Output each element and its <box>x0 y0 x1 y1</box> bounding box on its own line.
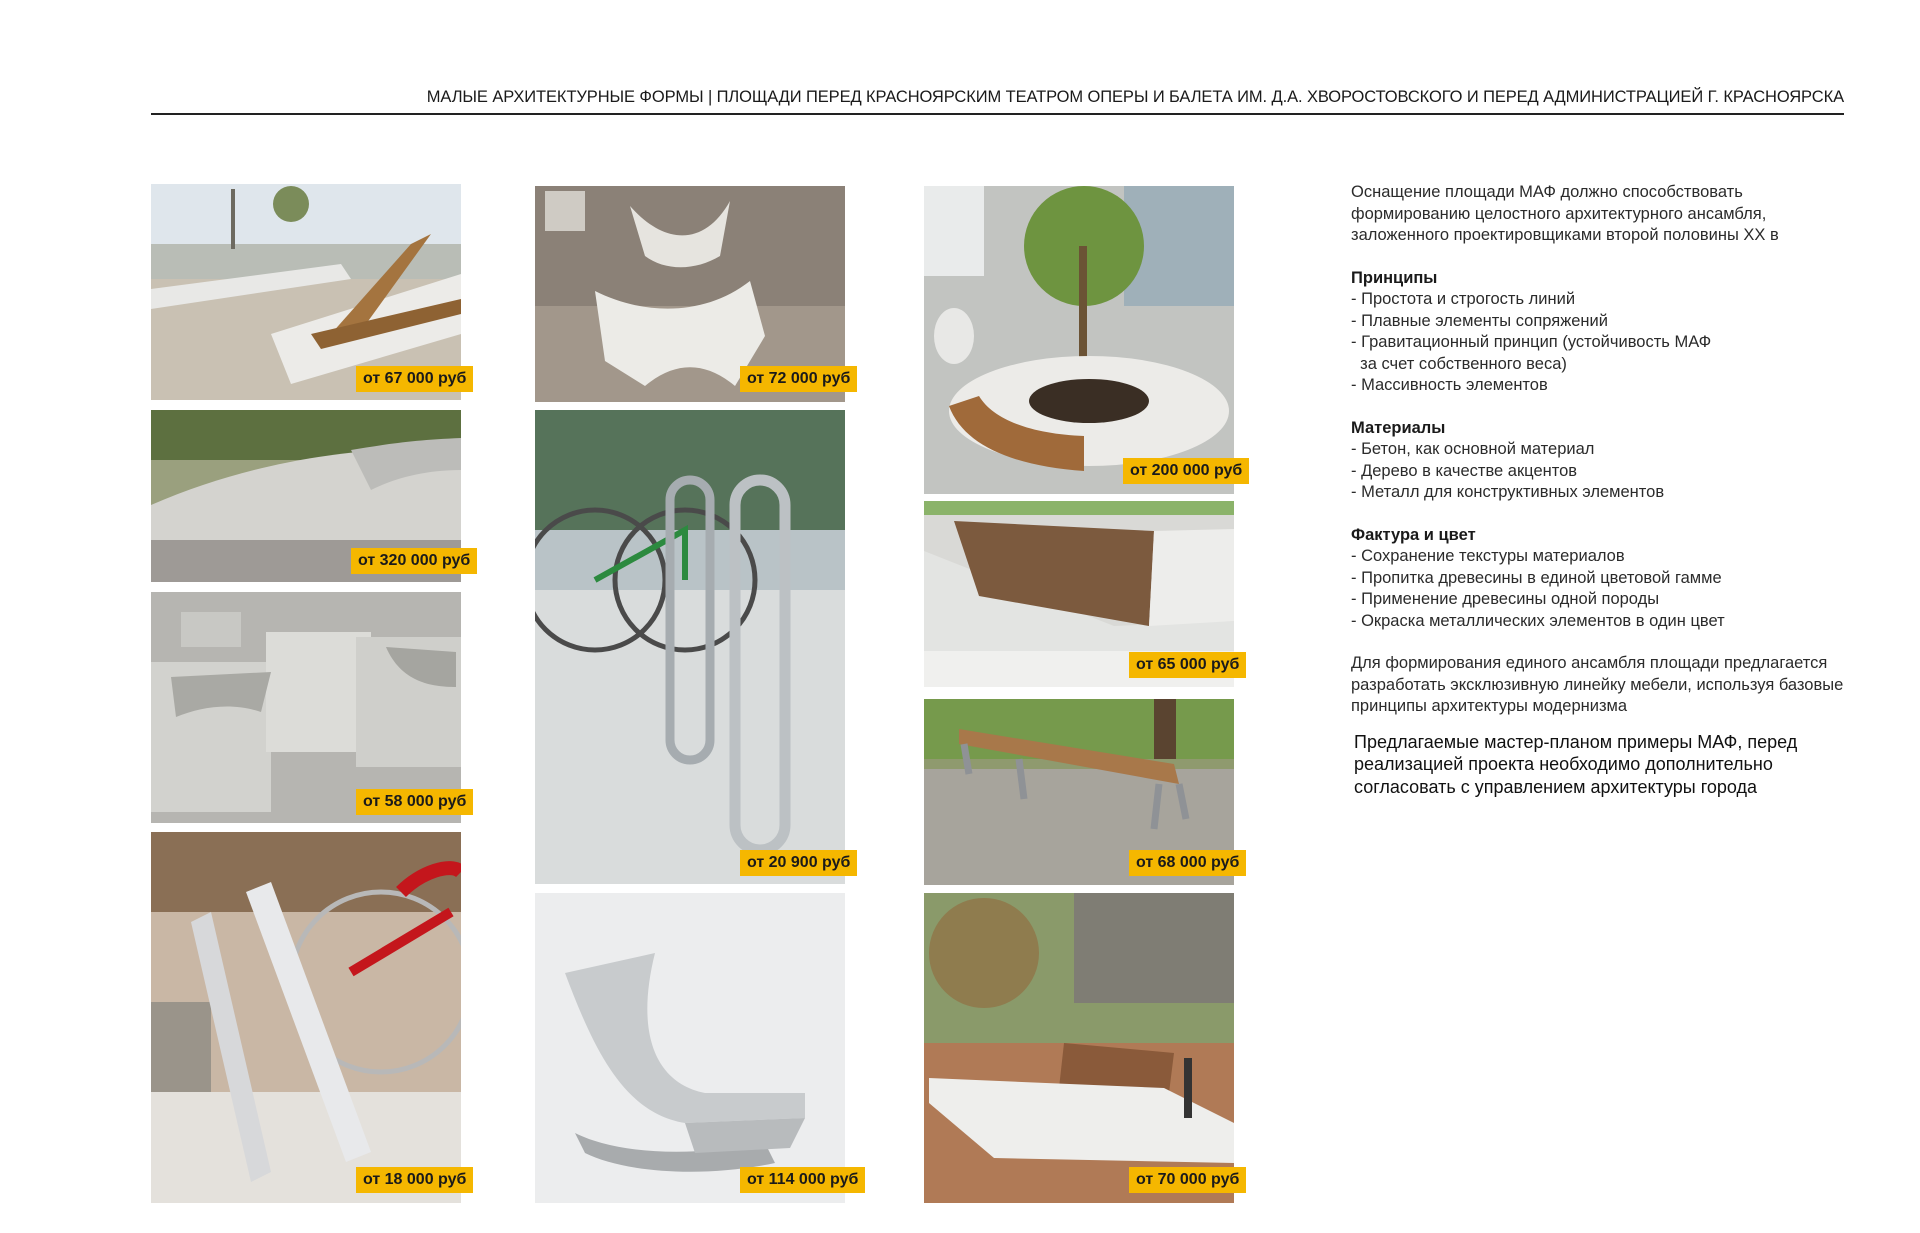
list-item: - Сохранение текстуры материалов <box>1351 547 1625 565</box>
description-panel <box>1351 182 1851 819</box>
angled-bike-rack-photo <box>151 832 461 1203</box>
loop-bike-rack-photo <box>535 410 845 884</box>
texture-color-list <box>1351 546 1851 632</box>
list-item: за счет собственного веса) <box>1351 354 1567 373</box>
price-badge: от 200 000 руб <box>1123 458 1249 484</box>
page-header-title: МАЛЫЕ АРХИТЕКТУРНЫЕ ФОРМЫ | ПЛОЩАДИ ПЕРЕД КРАСНОЯРСКИМ ТЕАТРОМ ОПЕРЫ И БАЛЕТА ИМ. Д.А. ХВОРОСТОВСКОГО И ПЕРЕД АДМИНИСТРАЦИЕЙ Г. КРАСНОЯРСКА <box>426 88 1844 106</box>
list-item: - Простота и строгость линий <box>1351 290 1576 308</box>
header-divider <box>151 113 1844 115</box>
concrete-block-wood-back-bench-photo <box>924 893 1234 1203</box>
materials-list <box>1351 439 1851 504</box>
list-item: - Гравитационный принцип (устойчивость МАФ <box>1351 333 1712 351</box>
list-item: - Окраска металлических элементов в один цвет <box>1351 611 1725 630</box>
materials-heading: Материалы <box>1351 418 1446 437</box>
round-tree-bench-photo <box>924 186 1234 494</box>
price-badge: от 67 000 руб <box>356 366 473 392</box>
price-badge: от 18 000 руб <box>356 1167 473 1193</box>
price-badge: от 70 000 руб <box>1129 1167 1246 1193</box>
principles-heading: Принципы <box>1351 268 1438 287</box>
list-item: - Пропитка древесины в единой цветовой гамме <box>1351 568 1722 587</box>
list-item: - Бетон, как основной материал <box>1351 440 1595 458</box>
list-item: - Массивность элементов <box>1351 376 1548 394</box>
price-badge: от 320 000 руб <box>351 548 477 574</box>
intro-text: Оснащение площади МАФ должно способствовать формированию целостного архитектурного ансамбля, заложенного проектировщиками второй половины XX в <box>1351 183 1779 244</box>
list-item: - Металл для конструктивных элементов <box>1351 483 1665 501</box>
price-badge: от 20 900 руб <box>740 850 857 876</box>
price-badge: от 58 000 руб <box>356 789 473 815</box>
ensemble-text: Для формирования единого ансамбля площади предлагается разработать эксклюзивную линейку мебели, используя базовые принципы архитектуры модернизма <box>1351 654 1844 715</box>
price-badge: от 68 000 руб <box>1129 850 1246 876</box>
list-item: - Дерево в качестве акцентов <box>1351 461 1578 480</box>
price-badge: от 72 000 руб <box>740 366 857 392</box>
principles-list <box>1351 289 1851 397</box>
price-badge: от 114 000 руб <box>740 1167 865 1193</box>
list-item: - Плавные элементы сопряжений <box>1351 311 1608 330</box>
concrete-lounge-chair-photo <box>535 893 845 1203</box>
price-badge: от 65 000 руб <box>1129 652 1246 678</box>
list-item: - Применение древесины одной породы <box>1351 590 1660 608</box>
approval-note: Предлагаемые мастер-планом примеры МАФ, перед реализацией проекта необходимо дополнительно согласовать с управлением архитектуры города <box>1354 731 1798 797</box>
texture-color-heading: Фактура и цвет <box>1351 525 1476 544</box>
